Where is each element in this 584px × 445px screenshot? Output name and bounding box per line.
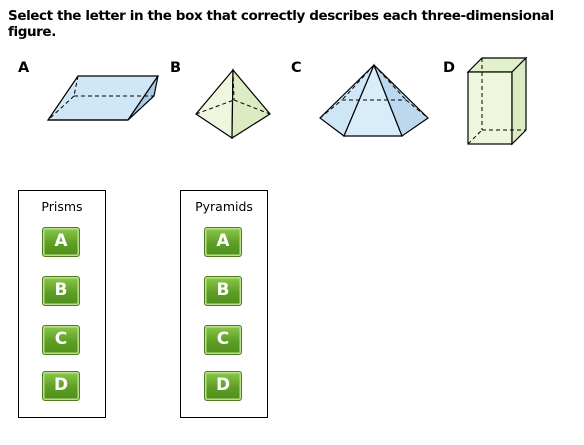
hexagonal-pyramid-icon	[316, 62, 434, 142]
instruction-text: Select the letter in the box that correctly describes each three-dimensional figure.	[8, 8, 554, 40]
pyramids-tile-b[interactable]: B	[204, 276, 242, 306]
prisms-tile-a[interactable]: A	[42, 227, 80, 257]
prisms-tile-c[interactable]: C	[42, 325, 80, 355]
triangular-prism-icon	[40, 68, 164, 126]
square-pyramid-icon	[192, 66, 274, 142]
figure-c-label: C	[291, 60, 302, 76]
prisms-tile-d[interactable]: D	[42, 371, 80, 401]
pyramids-box	[180, 190, 268, 418]
pyramids-tile-c[interactable]: C	[204, 325, 242, 355]
figure-b-label: B	[170, 60, 182, 76]
pyramids-tile-d[interactable]: D	[204, 371, 242, 401]
prisms-title: Prisms	[41, 199, 83, 214]
prisms-box	[18, 190, 106, 418]
pyramids-tile-a[interactable]: A	[204, 227, 242, 257]
rectangular-prism-icon	[466, 56, 532, 148]
figure-a-label: A	[18, 60, 30, 76]
pyramids-title: Pyramids	[195, 199, 253, 214]
prisms-tile-b[interactable]: B	[42, 276, 80, 306]
figure-d-label: D	[443, 60, 456, 76]
